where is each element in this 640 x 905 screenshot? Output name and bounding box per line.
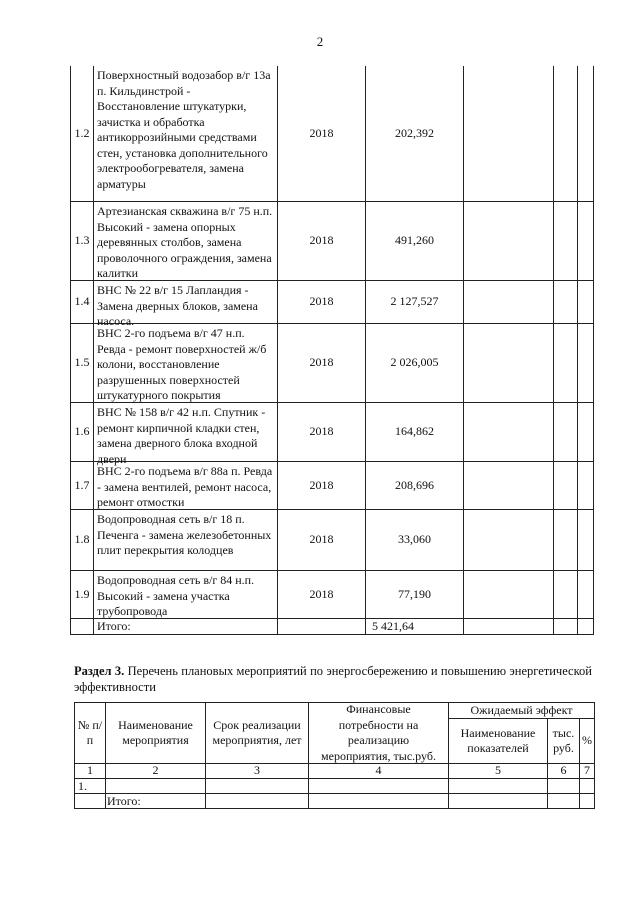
header-term: Срок реализации мероприятия, лет: [212, 717, 302, 747]
col-number: 3: [254, 763, 260, 778]
total-label: Итого:: [97, 619, 131, 633]
section-3-heading: [74, 663, 592, 695]
row-year: 2018: [309, 233, 334, 248]
row-description: ВНС 2-го подъема в/г 47 н.п. Ревда - ремонт поверхностей ж/б колони, восстановление разрушенных поверхностей штукатурного покрытия: [97, 326, 267, 402]
row-description: ВНС 2-го подъема в/г 88а п. Ревда - замена вентилей, ремонт насоса, ремонт отмостки: [97, 464, 273, 509]
row-description: ВНС № 158 в/г 42 н.п. Спутник - ремонт кирпичной кладки стен, замена дверного блока входной двери: [97, 405, 266, 466]
row-description: Поверхностный водозабор в/г 13а п. Кильдинстрой - Восстановление штукатурки, зачистка и обработка антикоррозийными средствами стен, установка дополнительного электрообогревателя, замена арматуры: [97, 68, 271, 191]
row-number: 1.9: [74, 586, 90, 601]
col-number: 4: [375, 763, 382, 778]
row-description: Водопроводная сеть в/г 18 п. Печенга - замена железобетонных плит перекрытия колодцев: [97, 512, 272, 557]
header-num: № п/п: [77, 717, 103, 747]
page-number: 2: [316, 34, 324, 49]
header-percent: %: [582, 733, 592, 748]
header-name: Наименование мероприятия: [118, 717, 193, 747]
col-number: 5: [495, 763, 501, 778]
row-amount: 208,696: [395, 477, 434, 492]
row-description: Водопроводная сеть в/г 84 н.п. Высокий - замена участка трубопровода: [97, 573, 255, 618]
row-amount: 491,260: [395, 233, 434, 248]
section-prefix: Раздел 3.: [74, 664, 125, 678]
row-year: 2018: [309, 532, 334, 547]
row-description: Артезианская скважина в/г 75 н.п. Высокий - замена опорных деревянных столбов, замена проволочного ограждения, замена калитки: [97, 204, 273, 280]
row-number: 1.5: [74, 355, 90, 370]
col-number: 7: [584, 763, 590, 778]
row-year: 2018: [309, 125, 334, 140]
total-label: Итого:: [107, 794, 141, 808]
col-number: 6: [560, 763, 567, 778]
header-indicators: Наименование показателей: [460, 725, 536, 755]
row-number: 1.3: [74, 233, 90, 248]
row-number: 1.7: [74, 477, 90, 492]
col-number: 2: [152, 763, 159, 778]
col-number: 1: [87, 763, 93, 778]
row-number: 1.4: [74, 294, 90, 309]
row-number: 1.6: [74, 424, 90, 439]
row-amount: 2 127,527: [390, 294, 439, 309]
row-year: 2018: [309, 424, 334, 439]
row-amount: 77,190: [398, 586, 431, 601]
row-number: 1.: [78, 779, 87, 793]
row-number: 1.2: [74, 125, 90, 140]
row-amount: 33,060: [398, 532, 431, 547]
row-year: 2018: [309, 294, 334, 309]
total-value: 5 421,64: [372, 619, 414, 633]
row-amount: 164,862: [395, 424, 434, 439]
row-year: 2018: [309, 355, 334, 370]
row-year: 2018: [309, 477, 334, 492]
row-number: 1.8: [74, 532, 90, 547]
row-amount: 2 026,005: [390, 355, 439, 370]
row-description: ВНС № 22 в/г 15 Лапландия - Замена дверных блоков, замена насоса.: [97, 283, 258, 328]
row-year: 2018: [309, 586, 334, 601]
header-thous-rub: тыс. руб.: [552, 725, 575, 755]
row-amount: 202,392: [395, 125, 434, 140]
header-effect: Ожидаемый эффект: [470, 702, 573, 717]
header-finance: Финансовые потребности на реализацию мероприятия, тыс.руб.: [321, 702, 436, 763]
section-title: Перечень плановых мероприятий по энергосбережению и повышению энергетической эффективности: [74, 664, 592, 694]
